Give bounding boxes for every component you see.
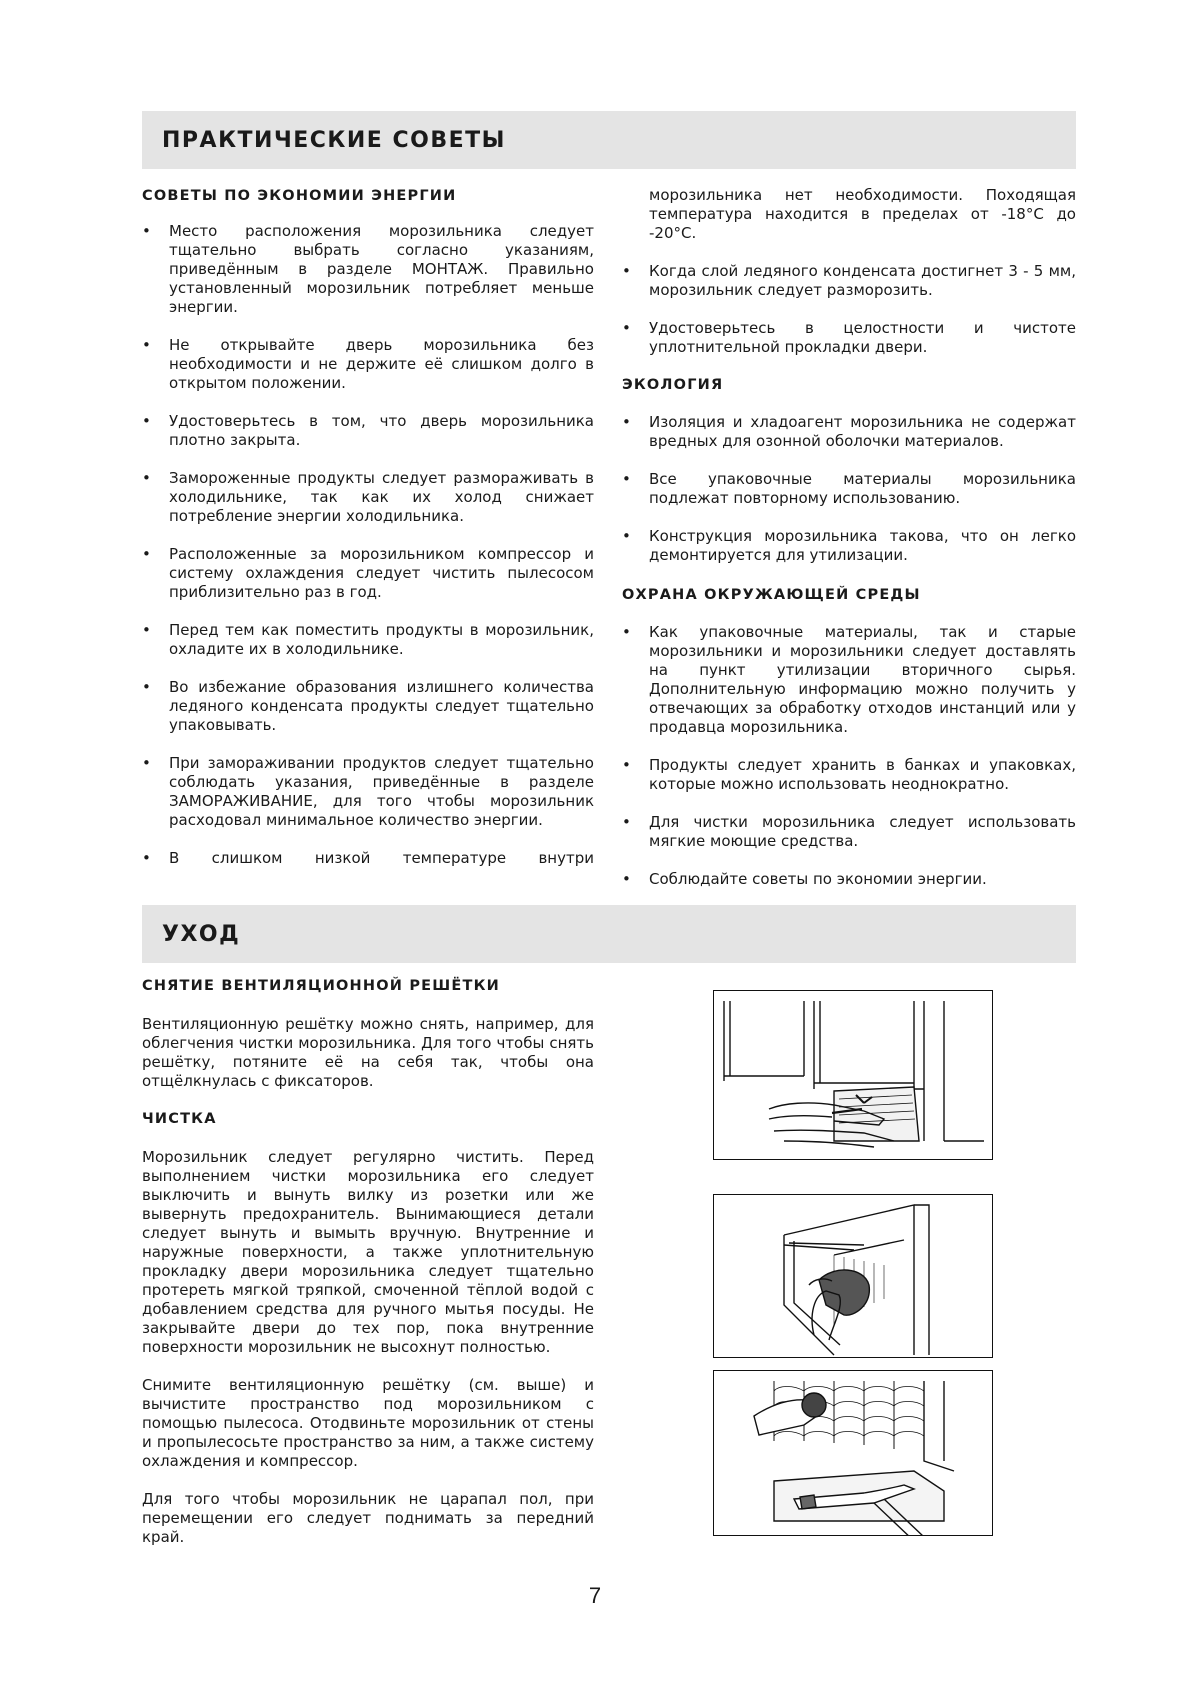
grille-text-block [142,1015,594,1110]
list-item: • В слишком низкой температуре внутри [142,849,594,868]
cleaning-text-block [142,1148,594,1566]
list-item: • Изоляция и хладоагент морозильника не содержат вредных для озонной оболочки материалов. [622,413,1076,451]
list-item: • Перед тем как поместить продукты в морозильник, охладите их в холодильнике. [142,621,594,659]
energy-heading: СОВЕТЫ ПО ЭКОНОМИИ ЭНЕРГИИ [142,188,457,204]
cleaning-heading: ЧИСТКА [142,1111,217,1127]
interior-wiping-illustration [713,1194,993,1358]
continuation-text: морозильника нет необходимости. Походящая температура находится в пределах от -18°C до -20°C. [649,186,1076,242]
list-item: • Когда слой ледяного конденсата достигнет 3 - 5 мм, морозильник следует разморозить. [622,262,1076,300]
section-title: ПРАКТИЧЕСКИЕ СОВЕТЫ [162,128,506,153]
cleaning-paragraph: Снимите вентиляционную решётку (см. выше) и вычистите пространство под морозильником с помощью пылесоса. Отодвиньте морозильник от стены и пропылесосьте пространство за ним, а также систему охлаждения и компрессор. [142,1376,594,1470]
section-banner-practical-tips [142,111,1076,169]
grille-heading: СНЯТИЕ ВЕНТИЛЯЦИОННОЙ РЕШЁТКИ [142,978,500,994]
list-item: • Удостоверьтесь в целостности и чистоте уплотнительной прокладки двери. [622,319,1076,357]
list-item: • Продукты следует хранить в банках и упаковках, которые можно использовать неоднократно. [622,756,1076,794]
cleaning-paragraph: Морозильник следует регулярно чистить. Перед выполнением чистки морозильника его следует выключить и вынуть вилку из розетки или же вывернуть предохранитель. Вынимающиеся детали следует вынуть и вымыть вручную. Внутренние и наружные поверхности, а также уплотнительную прокладку двери морозильника следует тщательно протереть мягкой тряпкой, смоченной тёплой водой с добавлением средства для ручного мытья посуды. Не закрывайте двери до тех пор, пока внутренние поверхности морозильник не высохнут полностью. [142,1148,594,1356]
list-item: • Не открывайте дверь морозильника без необходимости и не держите её слишком долго в открытом положении. [142,336,594,393]
list-item: • Замороженные продукты следует размораживать в холодильнике, так как их холод снижает потребление энергии холодильника. [142,469,594,526]
grille-text: Вентиляционную решётку можно снять, например, для облегчения чистки морозильника. Для того чтобы снять решётку, потяните её на себя так, чтобы она отщёлкнулась с фиксаторов. [142,1015,594,1090]
energy-tips-continued [622,186,1076,357]
list-item: • При замораживании продуктов следует тщательно соблюдать указания, приведённые в разделе ЗАМОРАЖИВАНИЕ, для того чтобы морозильник расходовал минимальное количество энергии. [142,754,594,830]
list-item: • Соблюдайте советы по экономии энергии. [622,870,1076,889]
energy-tips-list [142,222,594,868]
list-item: • Как упаковочные материалы, так и старые морозильники и морозильники следует доставлять на пункт утилизации вторичного сырья. Дополнительную информацию можно получить у отвечающих за обработку отходов инстанций или у продавца морозильника. [622,623,1076,737]
list-item: • Все упаковочные материалы морозильника подлежат повторному использованию. [622,470,1076,508]
section-banner-care [142,905,1076,963]
list-item: • Для чистки морозильника следует использовать мягкие моющие средства. [622,813,1076,851]
list-item: • Удостоверьтесь в том, что дверь морозильника плотно закрыта. [142,412,594,450]
ecology-heading: ЭКОЛОГИЯ [622,377,724,393]
list-item: • Расположенные за морозильником компрессор и систему охлаждения следует чистить пылесосом приблизительно раз в год. [142,545,594,602]
section-title: УХОД [162,922,241,947]
list-item: • Конструкция морозильника такова, что он легко демонтируется для утилизации. [622,527,1076,565]
list-item: • Во избежание образования излишнего количества ледяного конденсата продукты следует тщательно упаковывать. [142,678,594,735]
list-item: • Место расположения морозильника следует тщательно выбрать согласно указаниям, приведённым в разделе МОНТАЖ. Правильно установленный морозильник потребляет меньше энергии. [142,222,594,317]
cleaning-paragraph: Для того чтобы морозильник не царапал пол, при перемещении его следует поднимать за передний край. [142,1490,594,1546]
environment-list [622,623,1076,889]
environment-heading: ОХРАНА ОКРУЖАЮЩЕЙ СРЕДЫ [622,587,921,603]
grille-removal-illustration [713,990,993,1160]
page-number: 7 [588,1583,602,1608]
ecology-list [622,413,1076,565]
vacuum-cleaning-illustration [713,1370,993,1536]
